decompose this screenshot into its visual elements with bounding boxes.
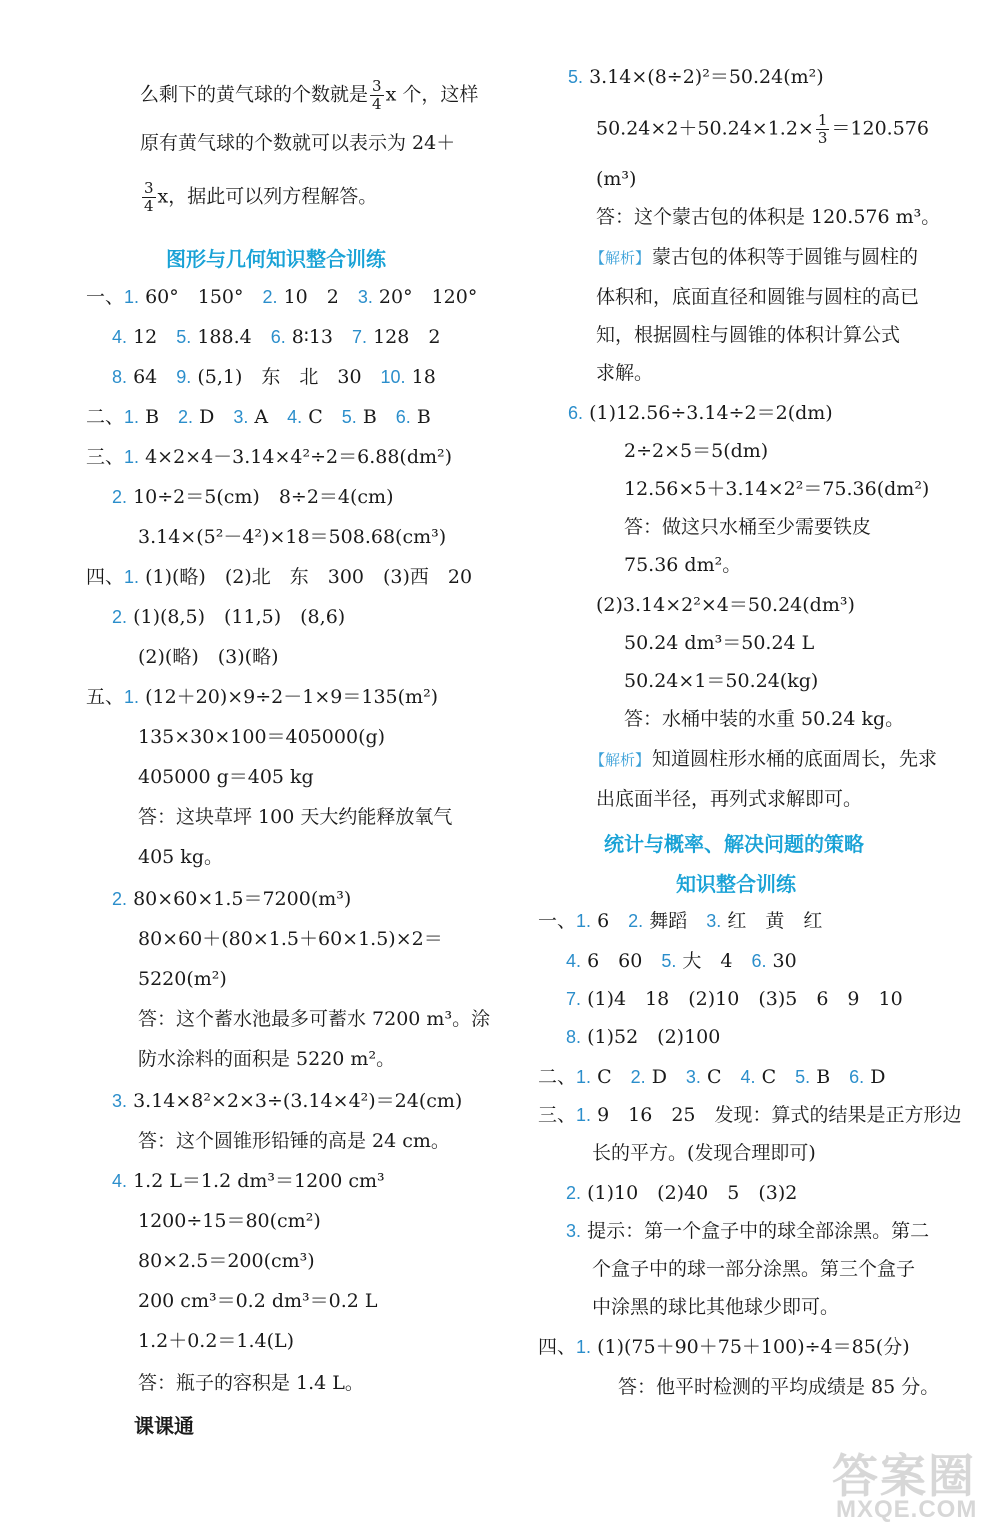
answer-line: 80×2.5＝200(cm³)	[138, 1250, 315, 1272]
answer-line: 2. (1)10 (2)40 5 (3)2	[566, 1182, 798, 1204]
answer-line: 答：他平时检测的平均成绩是 85 分。	[618, 1376, 940, 1398]
analysis-tag: 【解析】	[590, 249, 651, 267]
answer-line: 50.24×1＝50.24(kg)	[624, 670, 819, 692]
answer-line: 75.36 dm²。	[624, 554, 742, 576]
intro-line-1: 么剩下的黄气球的个数就是 $\frac{3}{4}$ x 个，这样	[140, 77, 479, 113]
answer-line: 200 cm³＝0.2 dm³＝0.2 L	[138, 1290, 378, 1312]
section-title-statistics: 统计与概率、解决问题的策略	[604, 832, 864, 856]
answer-line: 50.24×2＋50.24×1.2× $\frac{1}{3}$ ＝120.576	[596, 111, 929, 147]
answer-line: 一、1. 6 2. 舞蹈 3. 红 黄 红	[538, 910, 823, 932]
fraction: $\frac{3}{4}$	[372, 77, 382, 113]
answer-line: 4. 12 5. 188.4 6. 8∶13 7. 128 2	[112, 326, 441, 348]
answer-line: 答：这块草坪 100 天大约能释放氧气	[138, 806, 453, 828]
answer-line: 4. 1.2 L＝1.2 dm³＝1200 cm³	[112, 1170, 385, 1192]
answer-line: 答：这个蒙古包的体积是 120.576 m³。	[596, 206, 941, 228]
analysis-line: 知，根据圆柱与圆锥的体积计算公式	[596, 324, 901, 346]
analysis-tag: 【解析】	[590, 751, 651, 769]
answer-line: 二、1. C 2. D 3. C 4. C 5. B 6. D	[538, 1066, 886, 1088]
answer-line: 答：瓶子的容积是 1.4 L。	[138, 1372, 364, 1394]
answer-line: 答：这个蓄水池最多可蓄水 7200 m³。涂	[138, 1008, 491, 1030]
answer-line: 中涂黑的球比其他球少即可。	[592, 1296, 840, 1318]
answer-line: 5. 3.14×(8÷2)²＝50.24(m²)	[568, 66, 824, 88]
answer-line: 四、1. (1)(75＋90＋75＋100)÷4＝85(分)	[538, 1336, 910, 1358]
analysis-line: 【解析】 知道圆柱形水桶的底面周长，先求	[590, 746, 937, 773]
answer-line: 五、1. (12＋20)×9÷2－1×9＝135(m²)	[86, 686, 439, 708]
answer-line: 答：水桶中装的水重 50.24 kg。	[624, 708, 905, 730]
answer-line: (2)3.14×2²×4＝50.24(dm³)	[596, 594, 855, 616]
fraction: $\frac{3}{4}$	[144, 179, 154, 215]
answer-line: 2÷2×5＝5(dm)	[624, 440, 769, 462]
answer-line: 135×30×100＝405000(g)	[138, 726, 386, 748]
answer-line: 7. (1)4 18 (2)10 (3)5 6 9 10	[566, 988, 903, 1010]
answer-line: 5220(m²)	[138, 968, 227, 990]
intro-line-3: $\frac{3}{4}$ x，据此可以列方程解答。	[144, 179, 378, 215]
answer-line: 80×60＋(80×1.5＋60×1.5)×2＝	[138, 928, 443, 950]
answer-line: 2. 10÷2＝5(cm) 8÷2＝4(cm)	[112, 486, 394, 508]
answer-line: 1.2＋0.2＝1.4(L)	[138, 1330, 295, 1352]
answer-line: 12.56×5＋3.14×2²＝75.36(dm²)	[624, 478, 930, 500]
analysis-line: 【解析】 蒙古包的体积等于圆锥与圆柱的	[590, 244, 918, 271]
answer-line: 50.24 dm³＝50.24 L	[624, 632, 815, 654]
answer-line: 二、1. B 2. D 3. A 4. C 5. B 6. B	[86, 406, 431, 428]
answer-line: 8. 64 9. (5,1) 东 北 30 10. 18	[112, 366, 436, 388]
answer-line: 答：这个圆锥形铅锤的高是 24 cm。	[138, 1130, 450, 1152]
analysis-line: 求解。	[596, 362, 654, 384]
answer-line: (m³)	[596, 168, 637, 190]
answer-line: 4. 6 60 5. 大 4 6. 30	[566, 950, 797, 972]
section-title-geometry: 图形与几何知识整合训练	[166, 247, 386, 271]
fraction: $\frac{1}{3}$	[817, 111, 828, 147]
answer-line: 三、1. 9 16 25 发现：算式的结果是正方形边	[538, 1104, 962, 1126]
section-title-statistics-sub: 知识整合训练	[676, 872, 796, 896]
answer-line: 6. (1)12.56÷3.14÷2＝2(dm)	[568, 402, 833, 424]
answer-line: 一、1. 60° 150° 2. 10 2 3. 20° 120°	[86, 286, 478, 308]
answer-line: 3. 提示：第一个盒子中的球全部涂黑。第二	[566, 1220, 930, 1242]
footer-brand: 课课通	[134, 1414, 194, 1438]
watermark-text: 答案圈	[832, 1449, 976, 1503]
watermark-url: MXQE.COM	[836, 1496, 978, 1523]
answer-line: 405000 g＝405 kg	[138, 766, 314, 788]
answer-line: 3. 3.14×8²×2×3÷(3.14×4²)＝24(cm)	[112, 1090, 463, 1112]
answer-line: 四、1. (1)(略) (2)北 东 300 (3)西 20	[86, 566, 473, 588]
answer-line: 3.14×(5²－4²)×18＝508.68(cm³)	[138, 526, 447, 548]
analysis-line: 体积和，底面直径和圆锥与圆柱的高已	[596, 286, 920, 308]
answer-line: 2. 80×60×1.5＝7200(m³)	[112, 888, 352, 910]
answer-line: 1200÷15＝80(cm²)	[138, 1210, 321, 1232]
intro-line-2: 原有黄气球的个数就可以表示为 24＋	[140, 132, 456, 154]
answer-line: 个盒子中的球一部分涂黑。第三个盒子	[592, 1258, 916, 1280]
answer-line: (2)(略) (3)(略)	[138, 646, 279, 668]
answer-line: 405 kg。	[138, 846, 223, 868]
analysis-line: 出底面半径，再列式求解即可。	[596, 788, 863, 810]
answer-line: 8. (1)52 (2)100	[566, 1026, 721, 1048]
answer-line: 防水涂料的面积是 5220 m²。	[138, 1048, 396, 1070]
watermark-logo	[828, 1440, 998, 1530]
answer-line: 三、1. 4×2×4－3.14×4²÷2＝6.88(dm²)	[86, 446, 453, 468]
answer-line: 长的平方。(发现合理即可)	[592, 1142, 816, 1164]
answer-line: 2. (1)(8,5) (11,5) (8,6)	[112, 606, 346, 628]
answer-line: 答：做这只水桶至少需要铁皮	[624, 516, 872, 538]
